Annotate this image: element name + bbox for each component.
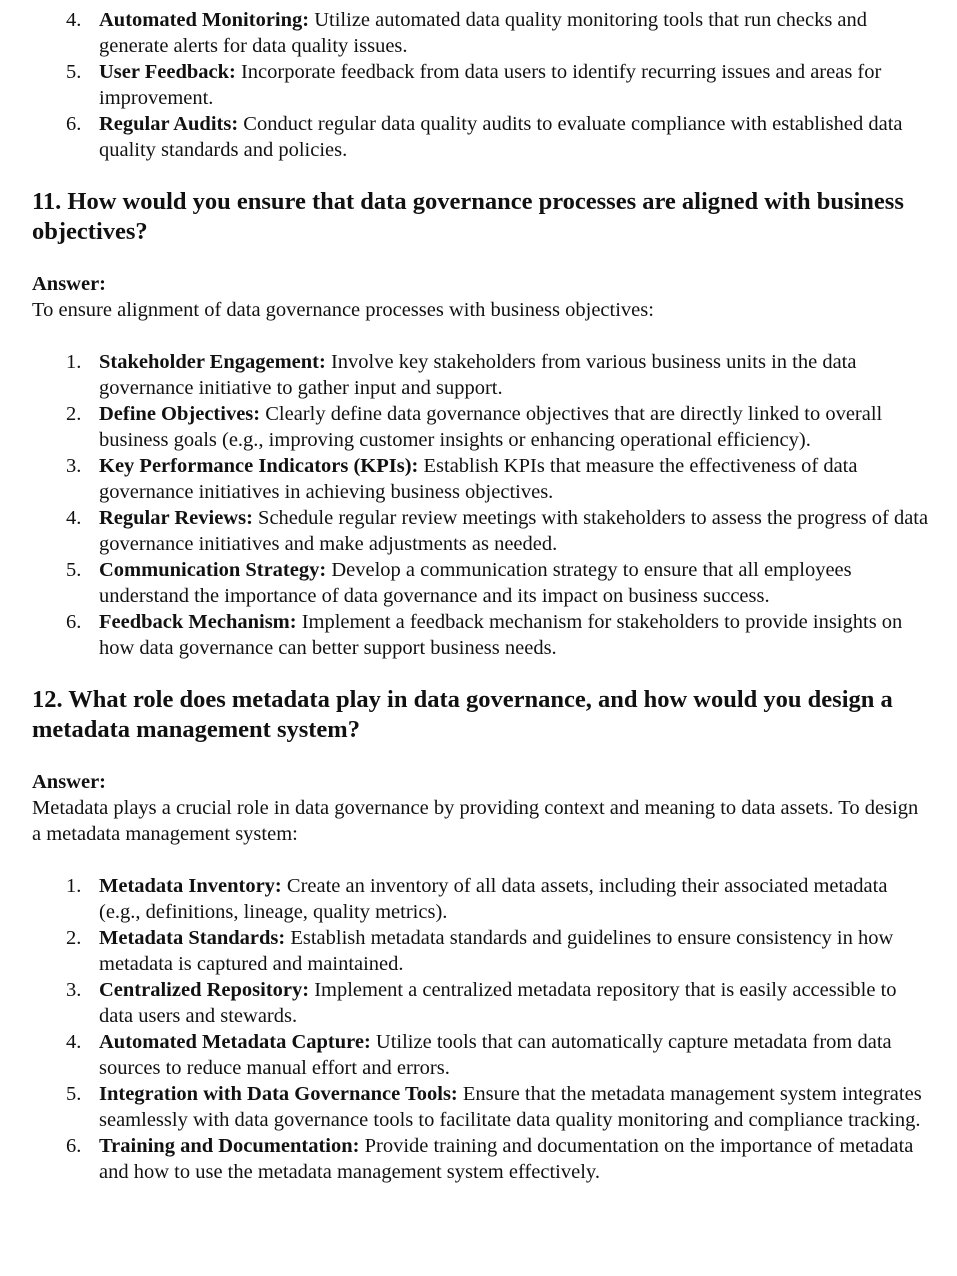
- list-item: [32, 453, 932, 505]
- item-text: Utilize automated data quality monitoring tools that run checks and generate alerts for data quality issues.: [99, 9, 868, 57]
- item-text: Provide training and documentation on the importance of metadata and how to use the metadata management system effectively.: [99, 1135, 914, 1183]
- list-number: 2.: [66, 403, 82, 425]
- list-item: [32, 925, 932, 977]
- q12-list: [32, 873, 932, 1185]
- list-item: [32, 111, 932, 163]
- list-item: [32, 1081, 932, 1133]
- item-text: Create an inventory of all data assets, including their associated metadata (e.g., definitions, lineage, quality metrics).: [99, 875, 888, 923]
- list-number: 1.: [66, 351, 82, 373]
- list-number: 6.: [66, 113, 82, 135]
- item-term: Feedback Mechanism:: [99, 611, 297, 633]
- item-term: Communication Strategy:: [99, 559, 327, 581]
- item-text: Implement a feedback mechanism for stakeholders to provide insights on how data governance can better support business needs.: [99, 611, 903, 659]
- list-item: [32, 1029, 932, 1081]
- list-item: [32, 557, 932, 609]
- item-text: Utilize tools that can automatically capture metadata from data sources to reduce manual effort and errors.: [99, 1031, 892, 1079]
- list-number: 6.: [66, 611, 82, 633]
- answer-label: Answer:: [32, 771, 107, 793]
- item-term: Automated Monitoring:: [99, 9, 310, 31]
- answer-label: Answer:: [32, 273, 107, 295]
- item-text: Incorporate feedback from data users to identify recurring issues and areas for improvement.: [99, 61, 882, 109]
- item-text: Schedule regular review meetings with stakeholders to assess the progress of data governance initiatives and make adjustments as needed.: [99, 507, 929, 555]
- list-item: [32, 1133, 932, 1185]
- list-item: [32, 873, 932, 925]
- list-number: 4.: [66, 1031, 82, 1053]
- item-text: Establish metadata standards and guidelines to ensure consistency in how metadata is captured and maintained.: [99, 927, 894, 975]
- item-term: Automated Metadata Capture:: [99, 1031, 371, 1053]
- item-term: Stakeholder Engagement:: [99, 351, 326, 373]
- item-term: Metadata Standards:: [99, 927, 286, 949]
- item-text: Develop a communication strategy to ensure that all employees understand the importance of data governance and its impact on business success.: [99, 559, 852, 607]
- list-item: [32, 349, 932, 401]
- list-number: 4.: [66, 507, 82, 529]
- continued-list: [32, 7, 932, 163]
- list-item: [32, 977, 932, 1029]
- question-11-heading: 11. How would you ensure that data governance processes are aligned with business objectives?: [32, 188, 904, 245]
- answer-intro: Metadata plays a crucial role in data governance by providing context and meaning to data assets. To design a metadata management system:: [32, 797, 919, 845]
- list-number: 3.: [66, 979, 82, 1001]
- list-item: [32, 59, 932, 111]
- list-number: 6.: [66, 1135, 82, 1157]
- list-number: 4.: [66, 9, 82, 31]
- item-text: Establish KPIs that measure the effectiveness of data governance initiatives in achieving business objectives.: [99, 455, 858, 503]
- list-item: [32, 401, 932, 453]
- item-term: Regular Audits:: [99, 113, 239, 135]
- list-number: 5.: [66, 1083, 82, 1105]
- list-item: [32, 7, 932, 59]
- item-term: Regular Reviews:: [99, 507, 253, 529]
- question-11-section: [32, 187, 932, 661]
- item-text: Ensure that the metadata management system integrates seamlessly with data governance tools to facilitate data quality monitoring and compliance tracking.: [99, 1083, 922, 1131]
- item-term: Key Performance Indicators (KPIs):: [99, 455, 419, 477]
- item-term: Metadata Inventory:: [99, 875, 282, 897]
- q11-list: [32, 349, 932, 661]
- item-text: Conduct regular data quality audits to evaluate compliance with established data quality standards and policies.: [99, 113, 903, 161]
- answer-intro: To ensure alignment of data governance processes with business objectives:: [32, 299, 654, 321]
- list-number: 1.: [66, 875, 82, 897]
- question-12-heading: 12. What role does metadata play in data governance, and how would you design a metadata management system?: [32, 686, 893, 743]
- question-12-section: [32, 685, 932, 1185]
- item-text: Clearly define data governance objectives that are directly linked to overall business goals (e.g., improving customer insights or enhancing operational efficiency).: [99, 403, 883, 451]
- list-item: [32, 505, 932, 557]
- item-term: Training and Documentation:: [99, 1135, 360, 1157]
- item-term: Define Objectives:: [99, 403, 261, 425]
- item-term: Integration with Data Governance Tools:: [99, 1083, 458, 1105]
- item-term: User Feedback:: [99, 61, 236, 83]
- item-text: Involve key stakeholders from various business units in the data governance initiative to gather input and support.: [99, 351, 857, 399]
- list-number: 5.: [66, 559, 82, 581]
- list-item: [32, 609, 932, 661]
- list-number: 5.: [66, 61, 82, 83]
- item-text: Implement a centralized metadata repository that is easily accessible to data users and stewards.: [99, 979, 897, 1027]
- list-number: 2.: [66, 927, 82, 949]
- item-term: Centralized Repository:: [99, 979, 310, 1001]
- list-number: 3.: [66, 455, 82, 477]
